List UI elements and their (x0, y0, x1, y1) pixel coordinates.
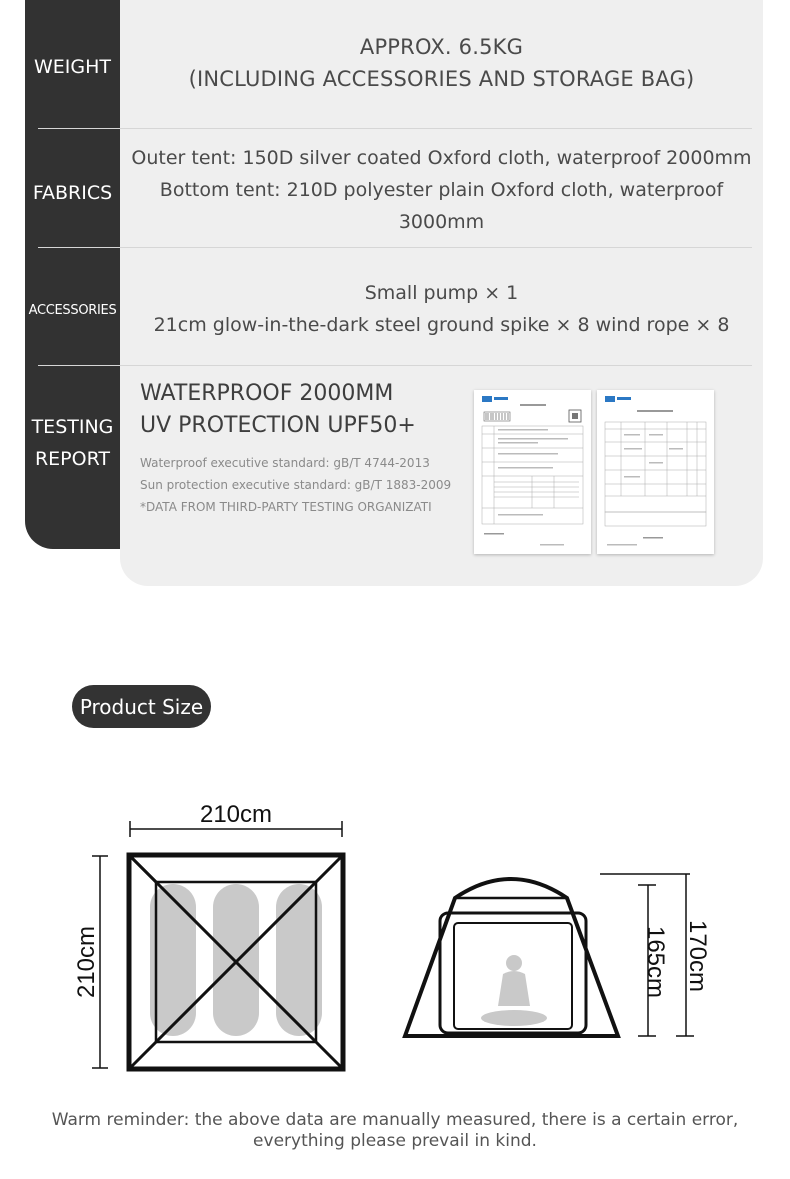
length-label: 210cm (73, 925, 100, 999)
fabrics-label: FABRICS (32, 182, 113, 204)
third-party-note: *DATA FROM THIRD-PARTY TESTING ORGANIZATI (140, 500, 432, 514)
width-label: 210cm (199, 801, 273, 828)
tent-dimension-diagram (0, 790, 790, 1090)
accessories-label: ACCESSORIES (28, 303, 117, 318)
testing-report-details (140, 378, 460, 518)
seated-person-icon (481, 955, 547, 1026)
tent-front-view (405, 879, 618, 1036)
accessories-value: Small pump × 1 21cm glow-in-the-dark steel ground spike × 8 wind rope × 8 (153, 282, 730, 336)
sun-protection-standard: Sun protection executive standard: gB/T 1883-2009 (140, 478, 452, 492)
tent-top-view (129, 855, 343, 1069)
test-report-page-2 (597, 390, 714, 554)
report-page-2-icon (597, 390, 714, 554)
row-divider (38, 128, 752, 129)
fabrics-value: Outer tent: 150D silver coated Oxford cloth, waterproof 2000mm Bottom tent: 210D polyester plain Oxford cloth, waterproof 3000mm (131, 147, 752, 233)
testing-report-label: TESTING REPORT (31, 416, 114, 470)
waterproof-standard: Waterproof executive standard: gB/T 4744-2013 (140, 456, 430, 470)
product-size-heading: Product Size (72, 685, 211, 728)
warm-reminder: Warm reminder: the above data are manually measured, there is a certain error, everything please prevail in kind. (51, 1110, 739, 1151)
report-page-1-icon (474, 390, 591, 554)
waterproof-heading: WATERPROOF 2000MM (140, 381, 394, 406)
outer-height-label: 170cm (684, 919, 711, 993)
inner-height-label: 165cm (642, 925, 669, 999)
weight-value: APPROX. 6.5KG (INCLUDING ACCESSORIES AND STORAGE BAG) (188, 35, 695, 91)
row-divider (38, 247, 752, 248)
row-divider (38, 365, 752, 366)
weight-label: WEIGHT (33, 56, 111, 78)
uv-heading: UV PROTECTION UPF50+ (140, 413, 416, 438)
test-report-page-1 (474, 390, 591, 554)
